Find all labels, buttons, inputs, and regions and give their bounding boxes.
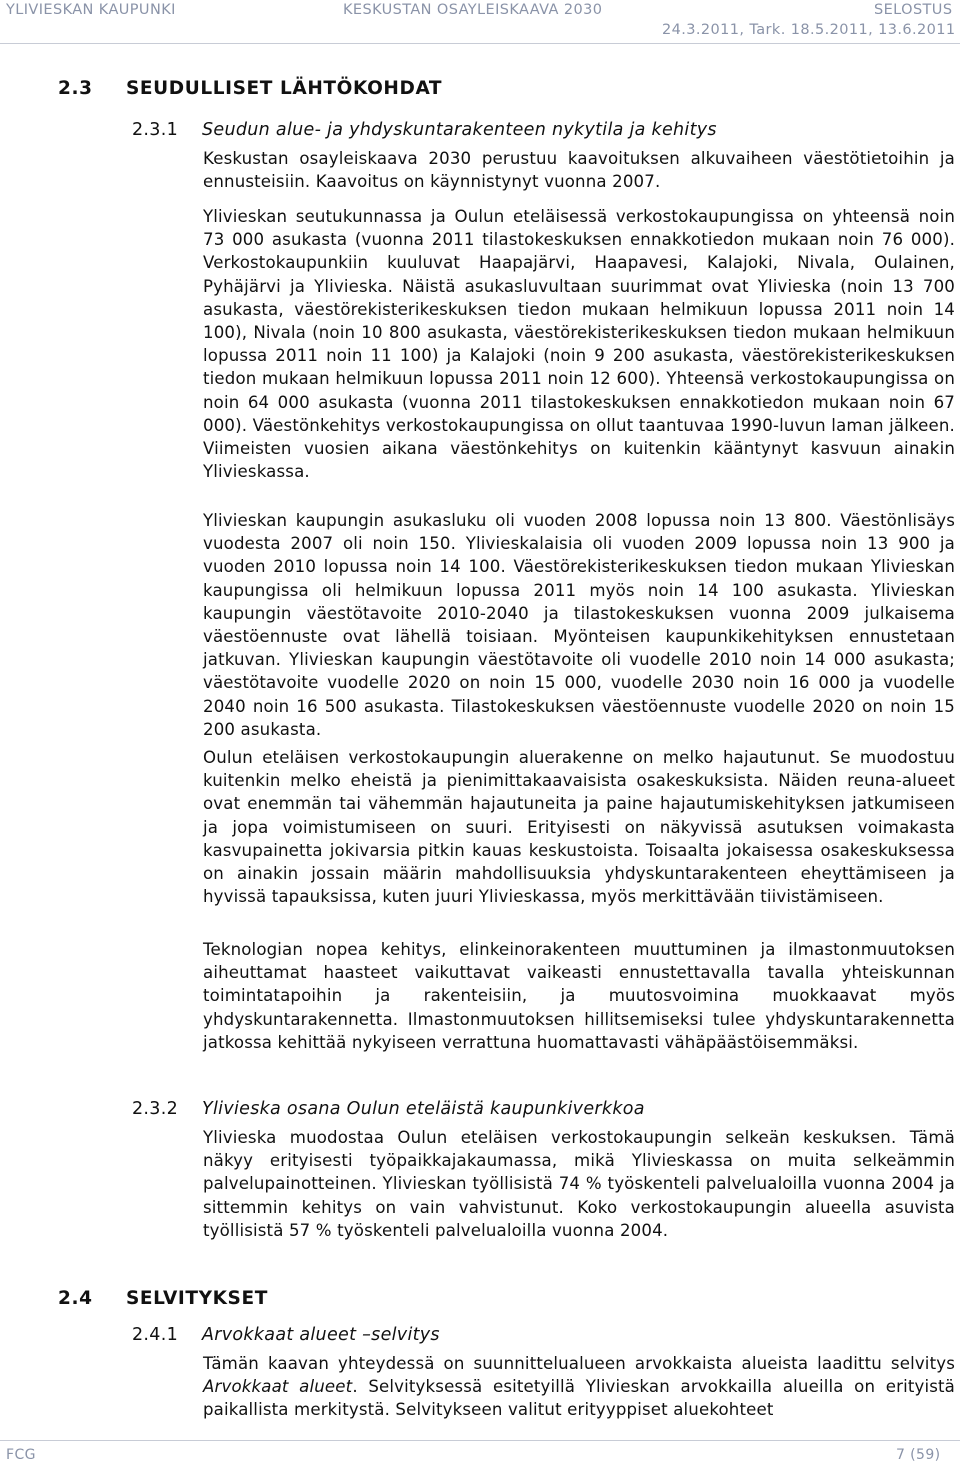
header-doc-type: SELOSTUS xyxy=(874,2,953,18)
subsection-title: Ylivieska osana Oulun eteläistä kaupunkiverkkoa xyxy=(202,1099,645,1119)
paragraph-2-3-1-structure: Oulun eteläisen verkostokaupungin aluerakenne on melko hajautunut. Se muodostuu kuitenkin melko eheistä ja pienimittakaavaisista osakeskuksista. Näiden reuna-alueet ovat enemmän tai vähemmän hajautuneita ja paine hajautumiskehityksen jatkumiseen ja jopa voimistumiseen on suuri. Erityisesti on näkyvissä asutuksen voimakasta kasvupainetta jokivarsia pitkin kauas keskustoista. Toisaalta jokaisessa osakeskuksessa on ainakin jossain määrin mahdollisuuksia yhdyskuntarakenteen eheyttämiseen ja hyvissä tapauksissa, kuten juuri Ylivieskassa, myös merkittävään tiivistämiseen. xyxy=(203,748,955,907)
header-city: YLIVIESKAN KAUPUNKI xyxy=(6,2,176,18)
subsection-title: Arvokkaat alueet –selvitys xyxy=(202,1325,440,1345)
subsection-heading-2-4-1 xyxy=(132,1325,952,1349)
paragraph-2-3-1-population: Ylivieskan kaupungin asukasluku oli vuoden 2008 lopussa noin 13 800. Väestönlisäys vuodesta 2007 oli noin 150. Ylivieskalaisia oli vuoden 2009 lopussa noin 13 900 ja vuoden 2010 lopussa noin 14 100. Väestörekisterikeskuksen tiedon mukaan Ylivieskan kaupungissa oli helmikuun lopussa 2011 myös noin 14 100 asukasta. Ylivieskan kaupungin väestötavoite 2010-2040 ja tilastokeskuksen vuonna 2009 julkaisema väestöennuste ovat lähellä toisiaan. Myönteisen kaupunkikehityksen ennustetaan jatkuvan. Ylivieskan kaupungin väestötavoite oli vuodelle 2010 noin 14 000 asukasta; väestötavoite vuodelle 2020 on noin 15 000, vuodelle 2030 noin 16 000 ja vuodelle 2040 noin 16 500 asukasta. Tilastokeskuksen väestöennuste vuodelle 2020 on noin 15 200 asukasta. xyxy=(203,511,955,739)
paragraph-2-3-1-technology: Teknologian nopea kehitys, elinkeinorakenteen muuttuminen ja ilmastonmuutoksen aiheuttamat haasteet vaikuttavat vaikeasti ennustettavalla tavalla yhteiskunnan toimintatapoihin ja rakenteisiin, ja muutosvoimina muokkaavat myös yhdyskuntarakennetta. Ilmastonmuutoksen hillitsemiseksi tulee yhdyskuntarakennetta jatkossa kehittää nykyiseen verrattuna huomattavasti vähäpäästöisemmäksi. xyxy=(203,940,955,1052)
paragraph-2-3-2: Ylivieska muodostaa Oulun eteläisen verkostokaupungin selkeän keskuksen. Tämä näkyy erityisesti työpaikkajakaumassa, mikä Ylivieskassa on muita selkeämmin palvelupainotteinen. Ylivieskan työllisistä 74 % työskenteli palvelualoilla vuonna 2004 ja sittemmin kehitys on vain vahvistunut. Koko verkostokaupungin alueella asuvista työllisistä 57 % työskenteli palvelualoilla vuonna 2004. xyxy=(203,1128,955,1240)
section-title: SEUDULLISET LÄHTÖKOHDAT xyxy=(126,78,443,99)
paragraph-emphasis: Arvokkaat alueet xyxy=(203,1377,353,1397)
section-title: SELVITYKSET xyxy=(126,1288,268,1309)
section-heading-2-4 xyxy=(58,1288,758,1314)
paragraph-2-3-1-region: Ylivieskan seutukunnassa ja Oulun eteläisessä verkostokaupungissa on yhteensä noin 73 000 asukasta (vuonna 2011 tilastokeskuksen ennakkotiedon mukaan noin 76 000). Verkostokaupunkiin kuuluvat Haapajärvi, Haapavesi, Kalajoki, Nivala, Oulainen, Pyhäjärvi ja Ylivieska. Näistä asukasluvultaan suurimmat ovat Ylivieska (noin 13 700 asukasta, väestörekisterikeskuksen tiedon mukaan helmikuun lopussa 2011 noin 14 100), Nivala (noin 10 800 asukasta, väestörekisterikeskuksen tiedon mukaan helmikuun lopussa 2011 noin 11 100) ja Kalajoki (noin 9 200 asukasta, väestörekisterikeskuksen tiedon mukaan helmikuun lopussa 2011 noin 12 600). Yhteensä verkostokaupungissa on noin 64 000 asukasta (vuonna 2011 tilastokeskuksen ennakkotiedon mukaan noin 67 000). Väestönkehitys verkostokaupungissa on ollut taantuvaa 1990-luvun laman jälkeen. Viimeisten vuosien aikana väestönkehitys on kuitenkin kääntynyt kasvuun ainakin Ylivieskassa. xyxy=(203,207,955,482)
subsection-heading-2-3-2 xyxy=(132,1099,952,1123)
paragraph-text: . Selvityksessä esitetyillä Ylivieskan arvokkailla alueilla on erityistä paikallista merkitystä. Selvitykseen valitut erityyppiset aluekohteet xyxy=(203,1377,956,1420)
section-number: 2.3 xyxy=(58,78,93,99)
section-number: 2.4 xyxy=(58,1288,93,1309)
paragraph-2-3-1-intro: Keskustan osayleiskaavа 2030 perustuu kaavoituksen alkuvaiheen väestötietoihin ja ennusteisiin. Kaavoitus on käynnistynyt vuonna 2007. xyxy=(203,149,955,192)
footer-divider xyxy=(0,1440,960,1441)
subsection-heading-2-3-1 xyxy=(132,120,952,144)
header-dates: 24.3.2011, Tark. 18.5.2011, 13.6.2011 xyxy=(662,22,956,38)
subsection-number: 2.3.2 xyxy=(132,1099,179,1119)
subsection-number: 2.4.1 xyxy=(132,1325,179,1345)
page-header xyxy=(0,0,960,44)
footer-page-number: 7 (59) xyxy=(896,1447,941,1463)
header-plan: KESKUSTAN OSAYLEISKAAVA 2030 xyxy=(343,2,603,18)
subsection-number: 2.3.1 xyxy=(132,120,179,140)
section-heading-2-3 xyxy=(58,78,758,104)
subsection-title: Seudun alue- ja yhdyskuntarakenteen nykytila ja kehitys xyxy=(202,120,717,140)
paragraph-text: Tämän kaavan yhteydessä on suunnittelualueen arvokkaista alueista laadittu selvitys xyxy=(203,1354,955,1373)
paragraph-2-4-1 xyxy=(203,1352,955,1422)
footer-org: FCG xyxy=(6,1447,36,1463)
header-divider xyxy=(0,43,960,44)
